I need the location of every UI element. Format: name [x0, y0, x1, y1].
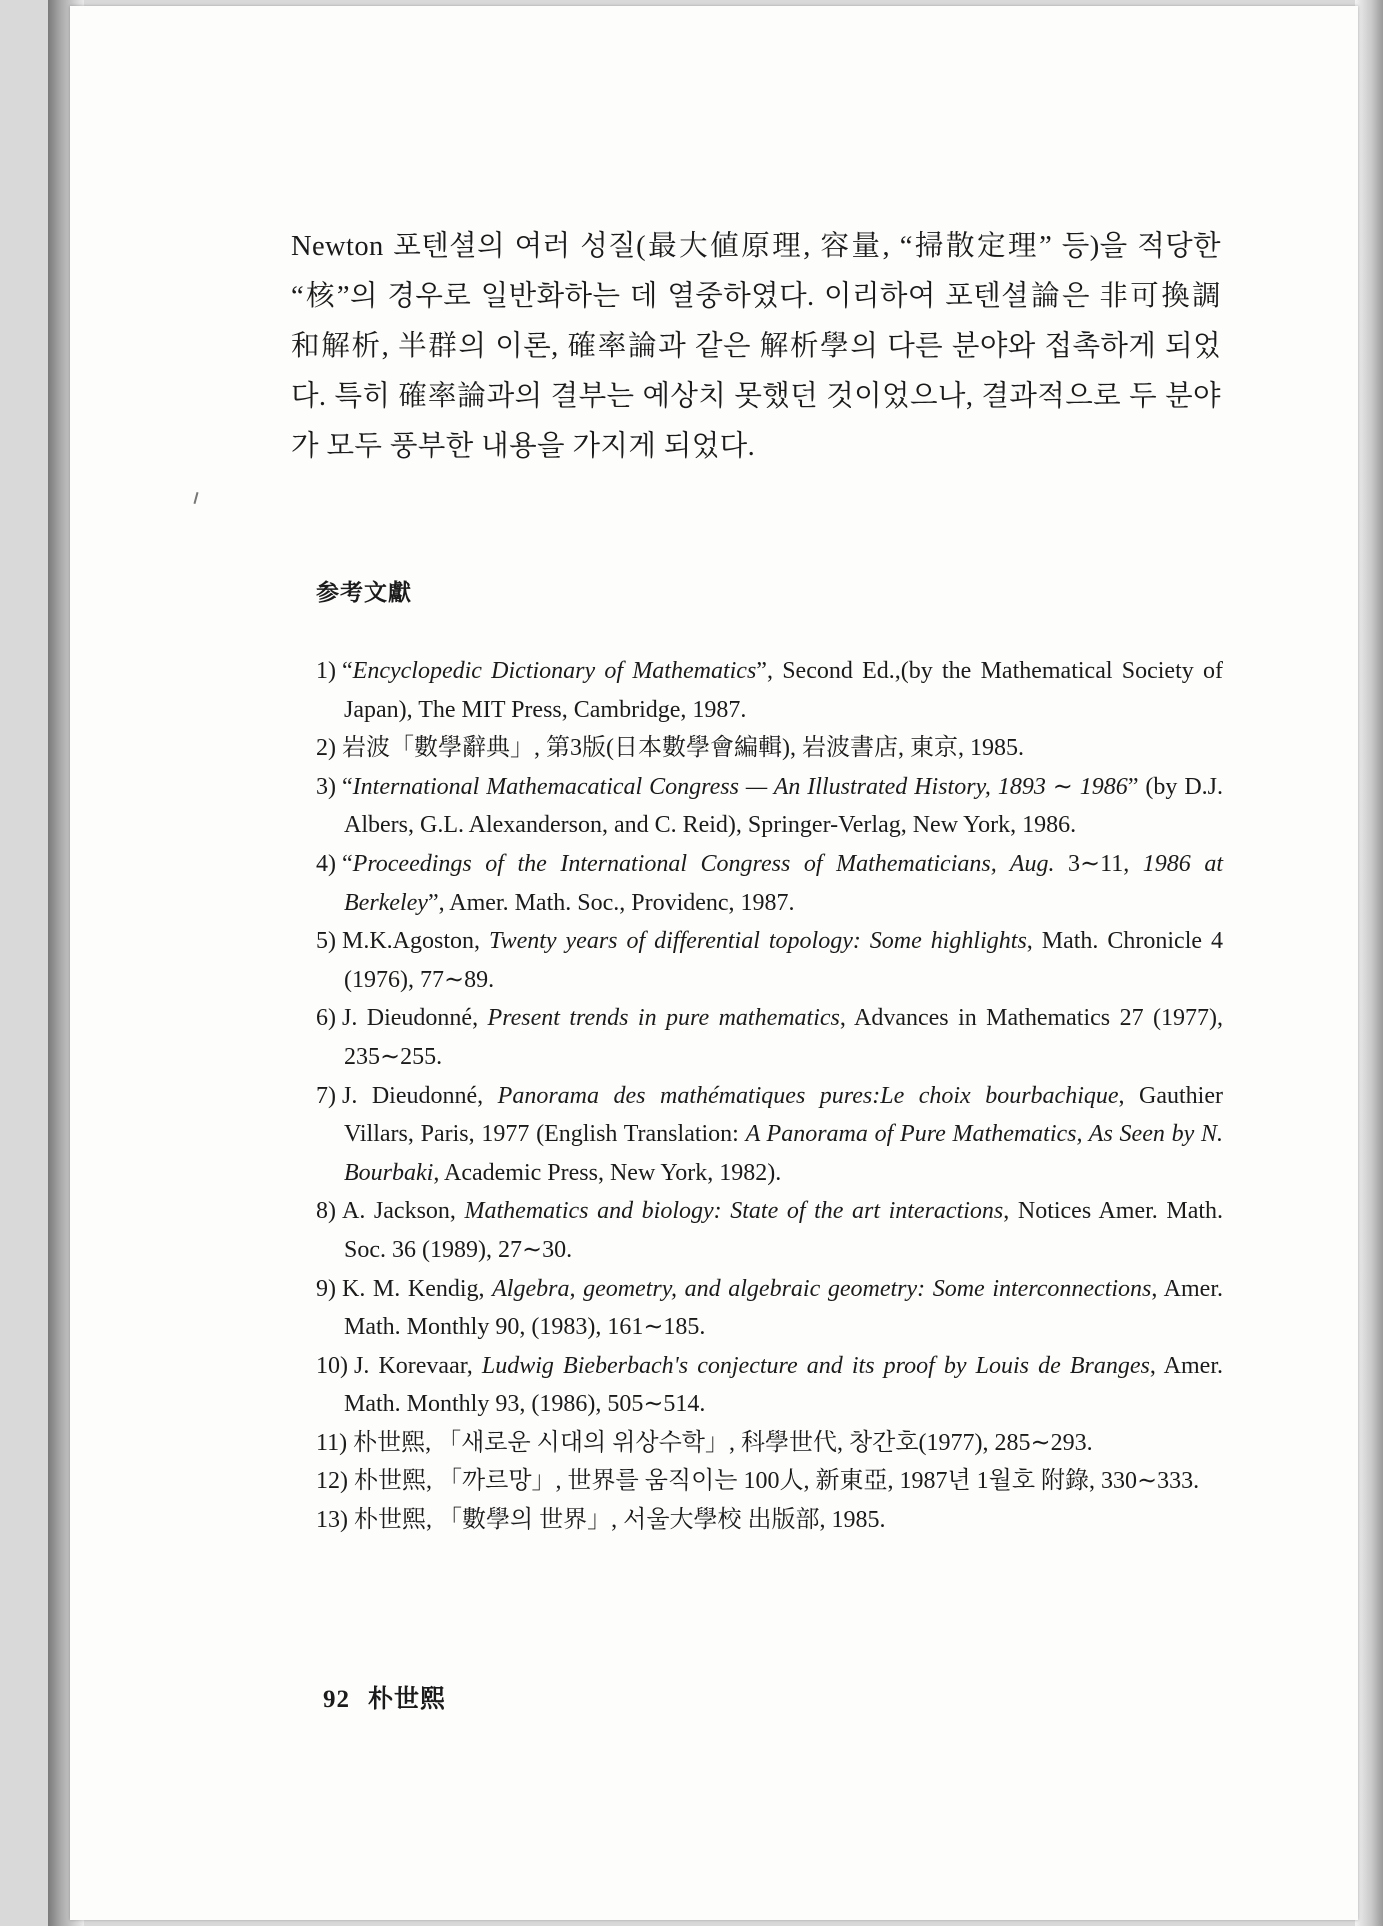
reference-item: [316, 845, 1223, 922]
reference-number: 10): [316, 1352, 348, 1379]
reference-text: , Advances in Mathematics 27 (1977), 235∼255.: [344, 1005, 1223, 1070]
page-edge-shadow: [1355, 0, 1383, 1926]
reference-text: , Academic Press, New York, 1982).: [433, 1159, 782, 1186]
page-footer: [323, 1679, 446, 1715]
reference-number: 7): [316, 1082, 336, 1109]
reference-text: “: [342, 658, 353, 684]
reference-number: 3): [316, 773, 336, 800]
reference-title: International Mathemacatical Congress — An Illustrated History, 1893 ∼ 1986: [352, 773, 1128, 800]
reference-title: Twenty years of differential topology: Some highlights: [489, 928, 1027, 955]
reference-item: [316, 1424, 1223, 1463]
reference-item: [316, 652, 1223, 729]
reference-item: [316, 1192, 1223, 1269]
reference-text: , Amer. Math. Monthly 93, (1986), 505∼514.: [344, 1352, 1224, 1418]
reference-item: [316, 1501, 1223, 1540]
reference-text: J. Korevaar,: [354, 1352, 482, 1379]
reference-text: ” (by D.J. Albers, G.L. Alexanderson, and C. Reid), Springer-Verlag, New York, 1986.: [344, 773, 1223, 839]
reference-title: Present trends in pure mathematics: [487, 1005, 840, 1032]
reference-item: [316, 922, 1223, 999]
reference-text: 朴世熙, 「數學의 世界」, 서울大學校 出版部, 1985.: [354, 1507, 886, 1534]
reference-title: Panorama des mathématiques pures:Le choix bourbachique: [497, 1082, 1119, 1109]
reference-number: 4): [316, 850, 336, 877]
reference-text: , Notices Amer. Math. Soc. 36 (1989), 27∼30.: [344, 1198, 1224, 1263]
reference-item: [316, 1270, 1223, 1347]
reference-text: , Gauthier Villars, Paris, 1977 (English Translation:: [344, 1082, 1223, 1148]
reference-number: 2): [316, 735, 336, 762]
reference-text: ”, Second Ed.,(by the Mathematical Society of Japan), The MIT Press, Cambridge, 1987.: [344, 658, 1223, 723]
reference-title: 1986 at Berkeley: [344, 850, 1224, 916]
reference-list: [316, 652, 1223, 1540]
reference-text: , Math. Chronicle 4 (1976), 77∼89.: [344, 928, 1224, 993]
reference-item: [316, 768, 1223, 845]
reference-text: J. Dieudonné,: [342, 1005, 488, 1032]
body-paragraph: Newton 포텐셜의 여러 성질(最大値原理, 容量, “掃散定理” 등)을 적당한 “核”의 경우로 일반화하는 데 열중하였다. 이리하여 포텐셜論은 非可換調和解析, 半群의 이론, 確率論과 같은 解析學의 다른 분야와 접촉하게 되었다. 특히 確率論과의 결부는 예상치 못했던 것이었으나, 결과적으로 두 분야가 모두 풍부한 내용을 가지게 되었다.: [291, 231, 1221, 462]
reference-text: J. Dieudonné,: [342, 1082, 498, 1109]
reference-item: [316, 1077, 1223, 1193]
reference-item: [316, 1462, 1223, 1501]
reference-text: 朴世熙, 「까르망」, 世界를 움직이는 100人, 新東亞, 1987년 1월호 附錄, 330∼333.: [354, 1468, 1200, 1495]
reference-text: “: [342, 773, 353, 800]
reference-text: 3∼11,: [1054, 850, 1143, 877]
reference-text: , Amer. Math. Monthly 90, (1983), 161∼185.: [344, 1275, 1223, 1341]
reference-item: [316, 999, 1223, 1076]
reference-title: Algebra, geometry, and algebraic geometry: Some interconnections: [492, 1275, 1152, 1302]
reference-text: “: [342, 850, 353, 877]
reference-title: Proceedings of the International Congress of Mathematicians, Aug.: [352, 850, 1055, 877]
reference-item: [316, 1347, 1223, 1424]
references-heading: 参考文獻: [316, 580, 412, 605]
reference-number: 1): [316, 658, 336, 684]
reference-title: Ludwig Bieberbach's conjecture and its proof by Louis de Branges: [481, 1352, 1150, 1379]
reference-number: 6): [316, 1005, 336, 1032]
reference-text: A. Jackson,: [342, 1198, 465, 1225]
reference-title: Encyclopedic Dictionary of Mathematics: [352, 658, 757, 684]
reference-text: ”, Amer. Math. Soc., Providenc, 1987.: [427, 889, 795, 916]
reference-title: A Panorama of Pure Mathematics, As Seen by N. Bourbaki: [344, 1121, 1223, 1186]
reference-number: 11): [316, 1429, 348, 1456]
reference-text: M.K.Agoston,: [342, 928, 489, 955]
reference-text: K. M. Kendig,: [342, 1275, 493, 1302]
reference-number: 12): [316, 1468, 348, 1495]
reference-text: 岩波「數學辭典」, 第3版(日本數學會編輯), 岩波書店, 東京, 1985.: [342, 735, 1024, 762]
reference-item: [316, 729, 1223, 768]
running-author: 朴世熙: [368, 1686, 447, 1713]
reference-title: Mathematics and biology: State of the art interactions: [464, 1198, 1004, 1225]
reference-number: 5): [316, 928, 336, 955]
reference-number: 9): [316, 1275, 336, 1302]
reference-text: 朴世熙, 「새로운 시대의 위상수학」, 科學世代, 창간호(1977), 285∼293.: [353, 1429, 1093, 1456]
reference-number: 13): [316, 1507, 348, 1534]
page-number: 92: [323, 1686, 350, 1713]
reference-number: 8): [316, 1198, 336, 1225]
